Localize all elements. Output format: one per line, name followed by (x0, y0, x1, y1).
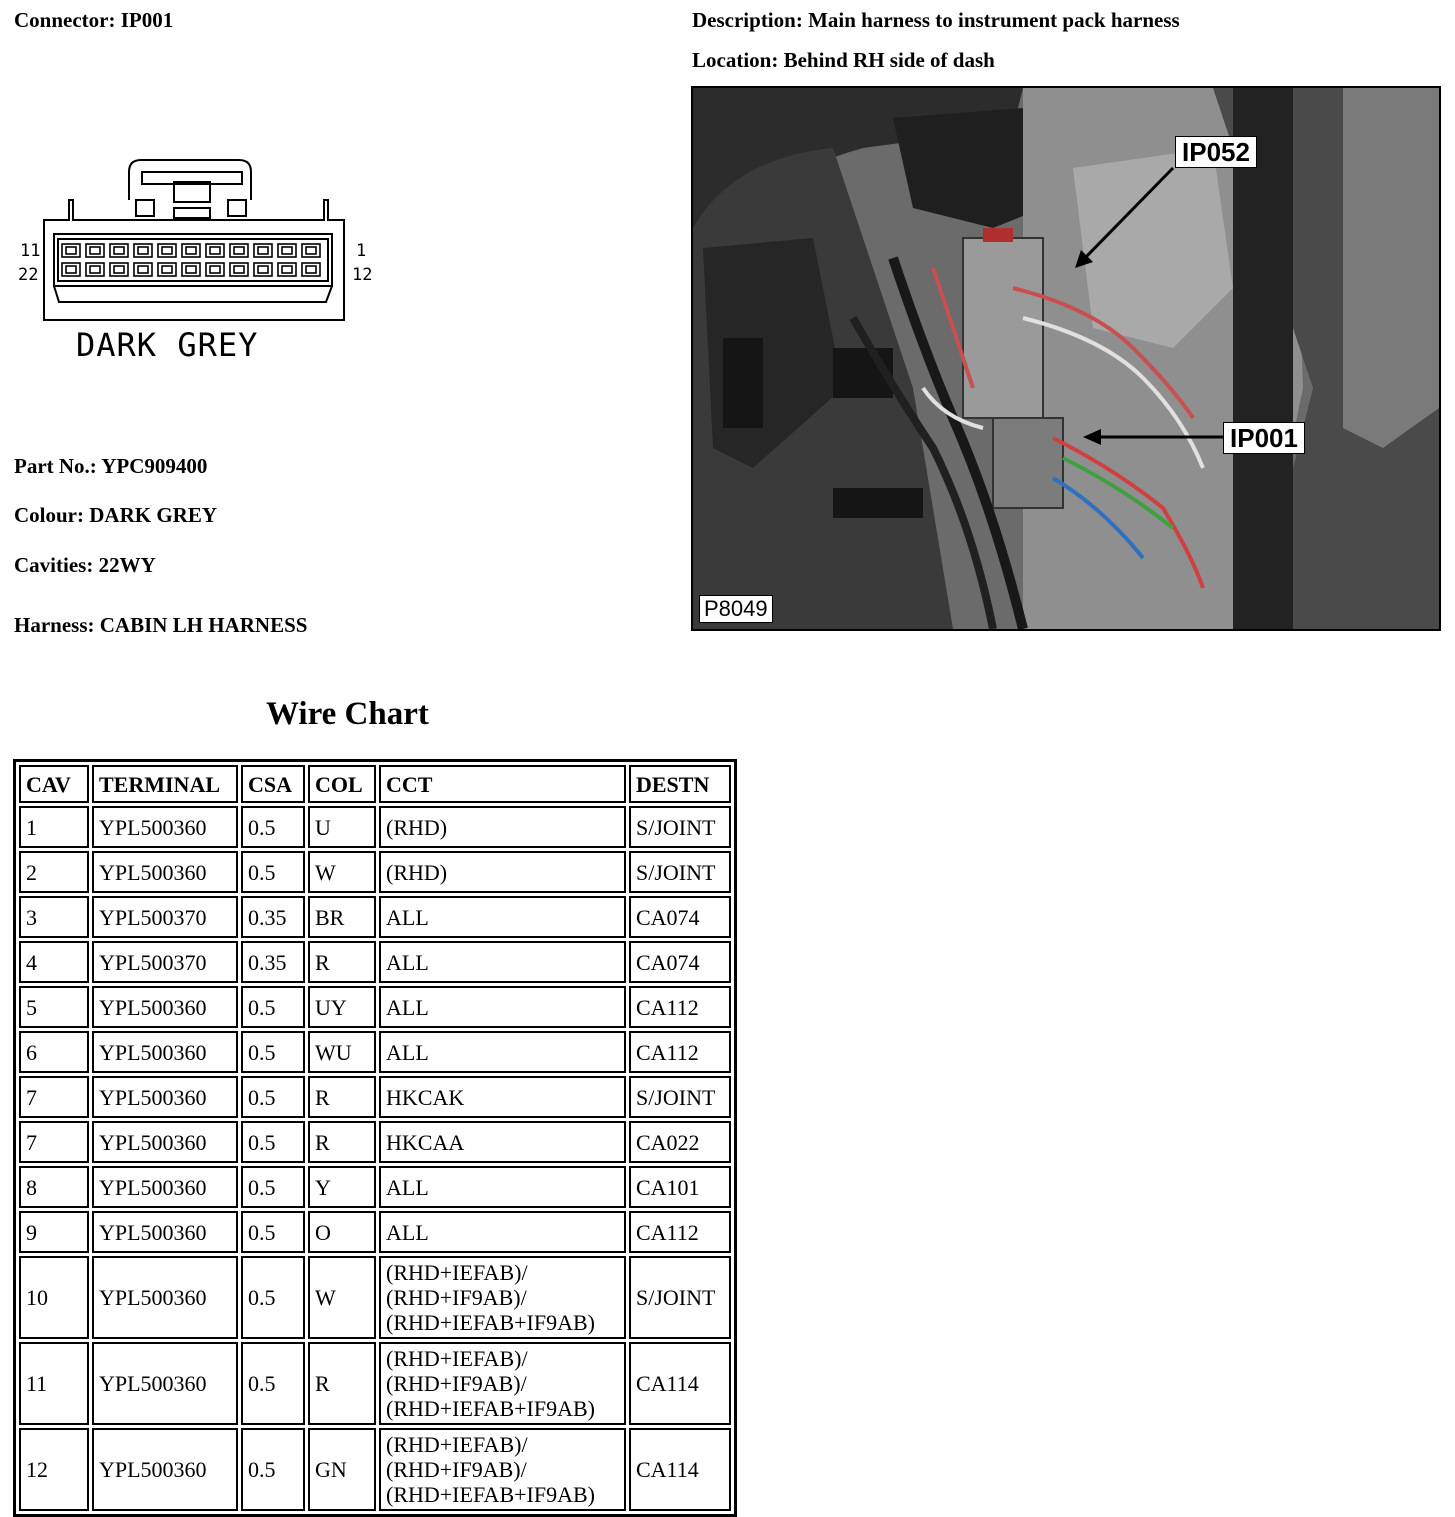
connector-cavity-terminal (186, 247, 196, 254)
cell-cct (379, 1428, 626, 1511)
table-row (19, 896, 731, 938)
connector-cavity (110, 263, 128, 276)
location-label: Location: Behind RH side of dash (692, 48, 995, 72)
cell-csa: 0.5 (241, 806, 305, 848)
connector-cavity (182, 263, 200, 276)
cell-cct (379, 1342, 626, 1425)
pin-number-12: 12 (352, 265, 373, 285)
cavities-label: Cavities: 22WY (14, 553, 156, 577)
cct-line: (RHD+IEFAB)/ (386, 1432, 528, 1457)
cct-line: (RHD+IEFAB)/ (386, 1346, 528, 1371)
table-row (19, 1031, 731, 1073)
cell-destn: CA022 (629, 1121, 731, 1163)
cell-col: WU (308, 1031, 376, 1073)
harness-label: Harness: CABIN LH HARNESS (14, 613, 308, 637)
cell-cav: 7 (19, 1121, 89, 1163)
cell-csa: 0.5 (241, 851, 305, 893)
cell-terminal: YPL500360 (92, 851, 238, 893)
cct-line: HKCAK (386, 1084, 465, 1110)
connector-cavity-terminal (234, 266, 244, 273)
cell-csa: 0.5 (241, 1211, 305, 1253)
table-header-row (19, 765, 731, 803)
connector-cavity (254, 263, 272, 276)
table-row (19, 941, 731, 983)
wire-chart-title: Wire Chart (266, 696, 429, 732)
cell-terminal: YPL500370 (92, 896, 238, 938)
cell-cct (379, 1166, 626, 1208)
table-row (19, 1256, 731, 1339)
cell-cct (379, 851, 626, 893)
cell-destn: CA114 (629, 1428, 731, 1511)
cct-line: (RHD) (386, 859, 448, 885)
connector-diagram (14, 150, 384, 380)
cct-line: (RHD+IEFAB+IF9AB) (386, 1310, 595, 1335)
table-row (19, 1342, 731, 1425)
cell-cct (379, 1121, 626, 1163)
cell-cav: 5 (19, 986, 89, 1028)
cell-destn: S/JOINT (629, 806, 731, 848)
connector-cavity-terminal (138, 247, 148, 254)
connector-cavity-terminal (258, 247, 268, 254)
connector-cavity-terminal (162, 247, 172, 254)
table-row (19, 1076, 731, 1118)
cell-cav: 1 (19, 806, 89, 848)
connector-cavity-terminal (282, 247, 292, 254)
header-destn: DESTN (629, 765, 731, 803)
cell-cav: 2 (19, 851, 89, 893)
connector-cavity (278, 244, 296, 257)
cell-col: R (308, 941, 376, 983)
header-cct: CCT (379, 765, 626, 803)
cell-terminal: YPL500360 (92, 1428, 238, 1511)
cell-cct (379, 896, 626, 938)
cell-col: R (308, 1121, 376, 1163)
cell-destn: CA074 (629, 896, 731, 938)
cell-col: BR (308, 896, 376, 938)
connector-colour-text: DARK GREY (76, 326, 259, 364)
cell-cav: 4 (19, 941, 89, 983)
cell-destn: S/JOINT (629, 1256, 731, 1339)
cct-line: (RHD+IF9AB)/ (386, 1457, 527, 1482)
header-cav: CAV (19, 765, 89, 803)
connector-cavity (158, 263, 176, 276)
cell-csa: 0.5 (241, 1166, 305, 1208)
connector-cavity (206, 263, 224, 276)
connector-cavity (182, 244, 200, 257)
cell-col: W (308, 851, 376, 893)
connector-cavity-terminal (66, 266, 76, 273)
connector-cavity (86, 244, 104, 257)
connector-cavity (86, 263, 104, 276)
pin-number-1: 1 (356, 241, 367, 261)
cell-cct (379, 1211, 626, 1253)
cell-destn: CA112 (629, 1031, 731, 1073)
cell-cct (379, 1076, 626, 1118)
location-photo (691, 86, 1441, 631)
cell-terminal: YPL500360 (92, 1256, 238, 1339)
header-terminal: TERMINAL (92, 765, 238, 803)
table-row (19, 1428, 731, 1511)
description-label: Description: Main harness to instrument pack harness (692, 8, 1180, 32)
callout-ip052: IP052 (1175, 136, 1257, 168)
cct-line: (RHD+IF9AB)/ (386, 1285, 527, 1310)
cell-cav: 6 (19, 1031, 89, 1073)
connector-cavity (302, 244, 320, 257)
cell-csa: 0.35 (241, 941, 305, 983)
connector-face-drawing (14, 150, 384, 380)
connector-cavity (110, 244, 128, 257)
cell-col: O (308, 1211, 376, 1253)
table-row (19, 851, 731, 893)
cell-terminal: YPL500370 (92, 941, 238, 983)
cell-csa: 0.5 (241, 1256, 305, 1339)
cct-line: HKCAA (386, 1129, 465, 1155)
cell-csa: 0.5 (241, 1342, 305, 1425)
cct-line: ALL (386, 994, 429, 1020)
photo-id: P8049 (699, 595, 773, 623)
cell-terminal: YPL500360 (92, 1121, 238, 1163)
connector-cavity-terminal (114, 266, 124, 273)
connector-cavity-terminal (162, 266, 172, 273)
cell-csa: 0.5 (241, 1428, 305, 1511)
header-col: COL (308, 765, 376, 803)
connector-cavity (254, 244, 272, 257)
cell-cav: 12 (19, 1428, 89, 1511)
part-no-label: Part No.: YPC909400 (14, 454, 208, 478)
connector-cavity (230, 263, 248, 276)
connector-cavity-terminal (306, 266, 316, 273)
cct-line: (RHD+IEFAB+IF9AB) (386, 1482, 595, 1507)
table-row (19, 986, 731, 1028)
cell-cav: 3 (19, 896, 89, 938)
cell-csa: 0.5 (241, 1031, 305, 1073)
header-csa: CSA (241, 765, 305, 803)
cell-destn: CA101 (629, 1166, 731, 1208)
cell-cct (379, 1031, 626, 1073)
connector-cavity-terminal (258, 266, 268, 273)
cell-csa: 0.5 (241, 1121, 305, 1163)
pin-number-22: 22 (18, 265, 39, 285)
cell-cav: 11 (19, 1342, 89, 1425)
connector-cavity (278, 263, 296, 276)
cell-destn: S/JOINT (629, 1076, 731, 1118)
cell-cct (379, 941, 626, 983)
cell-terminal: YPL500360 (92, 1211, 238, 1253)
cct-line: ALL (386, 1174, 429, 1200)
cell-terminal: YPL500360 (92, 1166, 238, 1208)
cell-terminal: YPL500360 (92, 986, 238, 1028)
connector-cavity (302, 263, 320, 276)
connector-cavity (158, 244, 176, 257)
cell-terminal: YPL500360 (92, 1031, 238, 1073)
connector-cavity (134, 244, 152, 257)
connector-cavity-terminal (282, 266, 292, 273)
cct-line: ALL (386, 949, 429, 975)
connector-cavity-terminal (114, 247, 124, 254)
connector-cavity-terminal (138, 266, 148, 273)
connector-cavity (206, 244, 224, 257)
cell-destn: S/JOINT (629, 851, 731, 893)
connector-cavity (62, 244, 80, 257)
cell-destn: CA114 (629, 1342, 731, 1425)
connector-cavity-terminal (186, 266, 196, 273)
cell-col: UY (308, 986, 376, 1028)
cell-cct (379, 1256, 626, 1339)
cct-line: (RHD+IF9AB)/ (386, 1371, 527, 1396)
connector-cavity-terminal (306, 247, 316, 254)
cell-cav: 8 (19, 1166, 89, 1208)
cell-csa: 0.35 (241, 896, 305, 938)
cell-col: U (308, 806, 376, 848)
connector-label: Connector: IP001 (14, 8, 174, 32)
connector-cavity (134, 263, 152, 276)
cell-cct (379, 986, 626, 1028)
cct-line: ALL (386, 1219, 429, 1245)
connector-cavity-terminal (66, 247, 76, 254)
cell-col: R (308, 1076, 376, 1118)
table-row (19, 1211, 731, 1253)
cct-line: (RHD+IEFAB)/ (386, 1260, 528, 1285)
connector-cavity (230, 244, 248, 257)
cell-cav: 7 (19, 1076, 89, 1118)
cell-col: W (308, 1256, 376, 1339)
connector-cavity-terminal (234, 247, 244, 254)
cell-destn: CA112 (629, 986, 731, 1028)
cell-terminal: YPL500360 (92, 1342, 238, 1425)
cell-cct (379, 806, 626, 848)
colour-label: Colour: DARK GREY (14, 503, 217, 527)
cell-cav: 9 (19, 1211, 89, 1253)
connector-cavity-terminal (210, 266, 220, 273)
table-row (19, 1121, 731, 1163)
wire-chart-table (13, 759, 737, 1517)
cell-destn: CA074 (629, 941, 731, 983)
cell-destn: CA112 (629, 1211, 731, 1253)
cct-line: (RHD+IEFAB+IF9AB) (386, 1396, 595, 1421)
cct-line: ALL (386, 1039, 429, 1065)
cell-csa: 0.5 (241, 1076, 305, 1118)
cell-terminal: YPL500360 (92, 1076, 238, 1118)
connector-cavity-terminal (90, 247, 100, 254)
cct-line: (RHD) (386, 814, 448, 840)
callout-ip001: IP001 (1223, 422, 1305, 454)
connector-cavity-terminal (210, 247, 220, 254)
pin-number-11: 11 (20, 241, 41, 261)
cell-col: R (308, 1342, 376, 1425)
table-row (19, 806, 731, 848)
cell-cav: 10 (19, 1256, 89, 1339)
cell-col: Y (308, 1166, 376, 1208)
table-row (19, 1166, 731, 1208)
cell-terminal: YPL500360 (92, 806, 238, 848)
cct-line: ALL (386, 904, 429, 930)
cell-csa: 0.5 (241, 986, 305, 1028)
cell-col: GN (308, 1428, 376, 1511)
connector-cavity-terminal (90, 266, 100, 273)
connector-cavity (62, 263, 80, 276)
